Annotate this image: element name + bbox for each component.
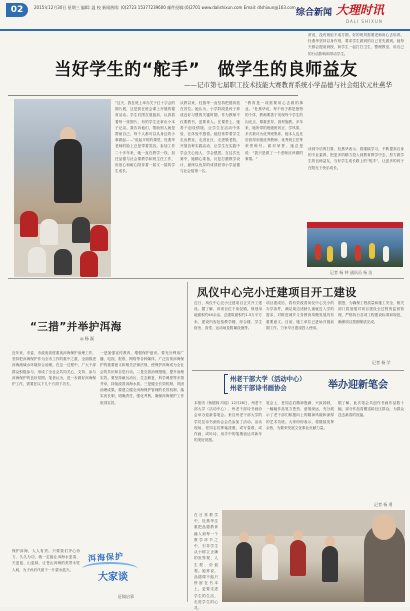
club-body-col-3: 据了解，此次笔会共创作书画作品数十幅，部分作品将赠送给社区群众，为群众送去新春的祝福。 — [338, 401, 404, 418]
erhai-headline: “三措”并举护洱海 — [30, 321, 122, 333]
club-divider — [192, 370, 404, 371]
club-body-col-2: 笔会上，老同志们精神饱满，兴致勃勃，一幅幅作品笔力苍劲、意境深远，充分展示了老干部们积极向上的精神风貌和深厚的艺术功底。大家纷纷表示，将继续发挥余热，为繁荣发展文化事业贡献力量。 — [266, 401, 334, 430]
logo-word-protect: 洱海保护 — [87, 551, 125, 564]
erhai-byline: ◎ 杨 磊 — [80, 336, 95, 341]
club-body-col-1: 本报讯（杨德林 冯瑶）12月28日，州老干部大学（活动中心）、州老干部诗书画协会举办迎新春笔会。来自州老干部大学的学员及诗书画协会会员参加了活动。活动现场，老同志们挥毫泼墨，或写春联，或作画，或吟诗，用手中的笔墨表达对新年的美好祝愿。 — [194, 401, 262, 443]
masthead-rule — [0, 29, 410, 31]
logo-word-discuss: 大家谈 — [98, 572, 128, 583]
lead-body-col-3: “教育是一项需要用心去做的事业。”杜燕华说，每个孩子都是独特的个体，教师要善于发现每个学生的闪光点，尊重差异，因材施教。多年来，她所带的班级班风正、学风浓，多次被评为优秀班集体，她本人也先后获得市级优秀教师、优秀班主任等荣誉称号。面对荣誉，她总是说：“我只是做了一个老师应该做的事情。” — [245, 101, 303, 161]
column-divider — [187, 282, 188, 602]
right-top-extra: 在日常教学中，杜燕华注重把品德教育融入到每一个教学环节之中，引导学生从小树立正确的世界观、人生观、价值观。她常说，品德课不能只停留在书本上，更要走进学生的生活，走进学生的心灵。 — [194, 513, 218, 611]
newspaper-brand: 大理时讯 — [336, 3, 385, 17]
calligraphy-event-photo — [222, 510, 405, 602]
school-body-col-1: 近日，凤仪中心完小迁建项目正式开工建设。据了解，该项目位于凤仪镇，规划用地面积约40余亩，总建筑面积约1.5万平方米，建设内容包括教学楼、综合楼、学生宿舍、食堂、运动场及附属设施等。 — [194, 301, 262, 330]
classroom-photo — [14, 99, 111, 277]
logo-caption: 征稿启事 — [118, 594, 134, 599]
page-number: 02 — [6, 3, 28, 17]
right-top-body-1: 常说，没有规矩不成方圆，好的班风需要老师用心去培养。杜燕华坚持以身作则，要求学生做到的自己首先做到。她每天都会提前到校，和学生一起打扫卫生、整理教室，用自己的行动影响和带动学生。 — [308, 33, 404, 56]
right-top-body-2: 谈到今后的打算，杜燕华表示，将继续学习，不断提高自身的专业素养，把更多的精力投入到教育教学中去，努力做学生的良师益友，当好学生成长路上的“舵手”，让更多的孩子在阳光下快乐成长。 — [308, 147, 404, 170]
performance-photo — [307, 222, 403, 267]
lead-subhead: ——记市第七届职工技术技能大赛教育系统小学品德与社会组状元杜燕华 — [184, 81, 392, 89]
section-divider — [8, 278, 404, 279]
issue-info-strip: 2015年12月30日 星期三 编辑: 温 校 新闻热线: (0)2723 15377239600 邮件投稿:(0)2701 www.dalishixun.com Email: dlshixun@163.com — [34, 5, 296, 10]
club-byline: 记者 杨 勇 — [374, 502, 393, 507]
school-byline: 记者 杨 学 — [372, 360, 391, 365]
lead-headline-rule — [8, 95, 298, 96]
lead-body-col-2: 从教以来，杜燕华一直坚持把德育放在首位。她认为，小学阶段是孩子养成良好习惯的关键时期，作为教师不仅要教书，更要育人。在课堂上，她善于创设情境，让学生在活动中体验、在体验中感悟。她经常带着学生走出教室，走进社区、走进敬老院，开展各种实践活动，让学生在实践中学会关心他人、学会感恩。在这次比赛中，她精心准备，反复打磨教学设计，最终以优异的成绩获得小学品德与社会组第一名。 — [180, 101, 240, 174]
club-headline-right: 举办迎新笔会 — [328, 380, 388, 391]
club-headline-line-1: 州老干部大学（活动中心） — [230, 376, 306, 383]
school-body-col-3: 据悉，为确保工程质量和施工安全，相关部门将加强对项目建设全过程的监督管理，严格执行各项工程建设标准和规范，确保项目按期保质完成。 — [338, 301, 404, 324]
lead-byline: 记者 杨 钟 通讯员 杨 洁 — [330, 270, 373, 275]
erhai-protection-logo — [82, 548, 142, 592]
newspaper-brand-sub: DALI SHIXUN — [346, 19, 383, 24]
erhai-body-col-3: 保护洱海，人人有责。只要我们齐心协力、久久为功，就一定能让洱海水更清、天更蓝、山更绿，让苍山洱海的美景永驻人间，为子孙后代留下一片碧水蓝天。 — [12, 549, 80, 572]
club-headline — [216, 374, 398, 396]
lead-body-col-1: “这天，我在班上举办关于红十字会的图片展，这是我在班会课上开展的德育活动。学生们围在展板前，认真看着每一张图片，有的学生还拿出小本子记录。我告诉他们，帮助别人就是帮助自己，每个人都可以从身边的小事做起……”说起平时的课堂，杜燕华老师的脸上总是带着笑容。参加工作二十多年来，她一直在教学一线，担任品德与社会课教学和班主任工作，用爱心和耐心陪伴着一届又一届的学生成长。 — [115, 101, 175, 174]
erhai-body-col-1: 近年来，市委、市政府高度重视洱海保护治理工作，坚持把洱海保护作为全市工作的重中之重，全面推进洱海流域水环境综合治理。在这一过程中，广大干部群众积极参与，形成了全社会共同关心、支持、参与洱海保护的良好氛围。笔者认为，进一步做好洱海保护工作，需要在以下几个方面下功夫。 — [12, 351, 96, 387]
school-body-col-2: 项目建成后，将有效改善凤仪中心完小的办学条件，满足周边适龄儿童就近入学的需求，对推进城乡义务教育均衡发展具有重要意义。目前，施工单位已进场开展前期工作，力争早日建成投入使用。 — [266, 301, 334, 330]
club-headline-line-2: 州老干部诗书画协会 — [230, 385, 287, 392]
school-project-headline: 凤仪中心完小迁建项目开工建设 — [197, 286, 357, 299]
lead-headline: 当好学生的“舵手” 做学生的良师益友 — [54, 60, 358, 80]
section-name: 综合新闻 — [296, 8, 333, 18]
erhai-body-col-2: 一是加强宣传教育，增强保护意识。要充分利用广播、电视、报纸、网络等各种媒体，广泛宣传洱海保护的重要意义和相关法律法规，使保护洱海成为全社会的共识和自觉行动。二是完善治理措施，提升治理实效。要坚持截污治污、生态修复、科学调度等多措并举，持续改善洱海水质。三是健全长效机制，巩固治理成果。要建立健全洱海保护管理的长效机制，落实河长制，明确责任，强化考核，确保洱海保护工作取得实效。 — [100, 351, 184, 405]
